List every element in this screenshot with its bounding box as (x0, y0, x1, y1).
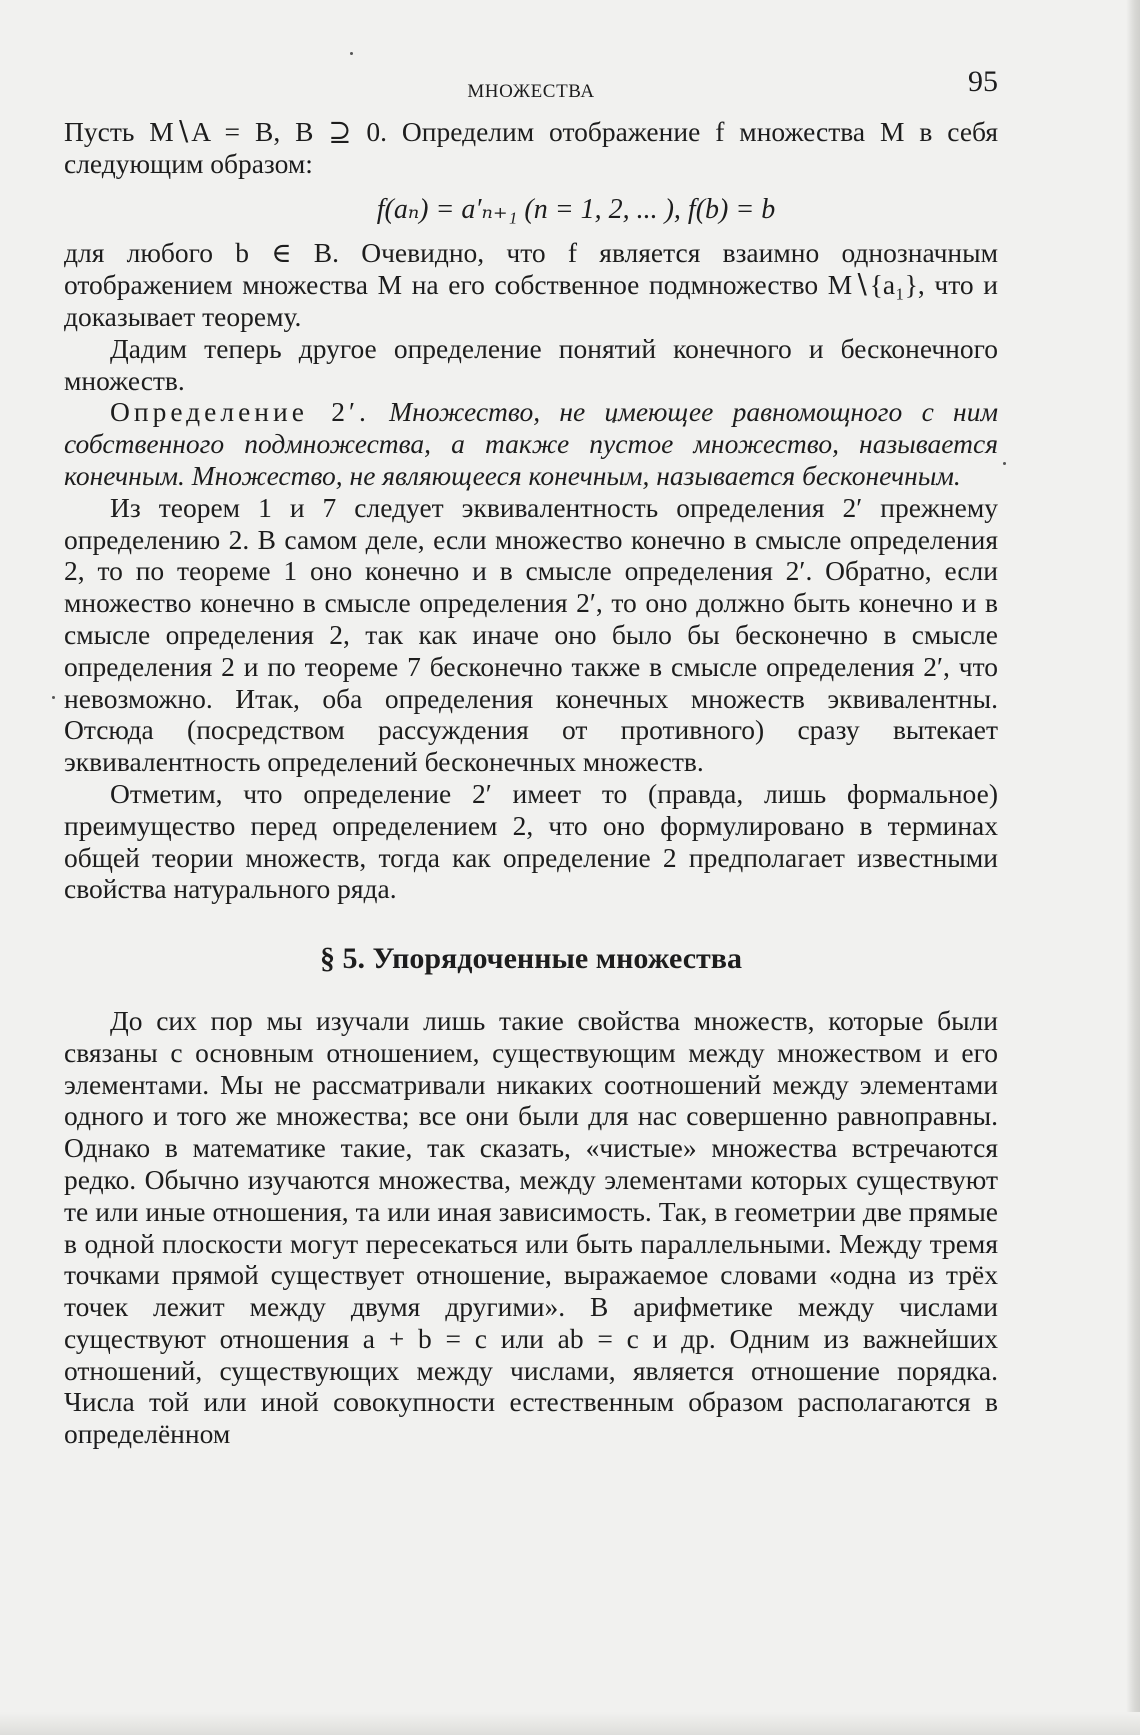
page-bottom-shadow (0, 1712, 1140, 1735)
running-head (64, 62, 998, 116)
section-heading: § 5. Упорядоченные множества (320, 942, 742, 976)
page-edge-shadow (1126, 0, 1140, 1735)
definition-text: Множество, не имеющее равномощного с ним собственного подмножества, а также пустое множество, называется конечным. Множество, не являющееся конечным, называется бесконечным. (64, 396, 999, 491)
paragraph-ordered-sets-intro: До сих пор мы изучали лишь такие свойства множеств, которые были связаны с основным отношением, существующим между множеством и его элементами. Мы не рассматривали никаких соотношений между элементами одного и того же множества; все они были для нас совершенно равноправны. Однако в математике такие, так сказать, «чистые» множества встречаются редко. Обычно изучаются множества, между элементами которых существуют те или иные отношения, та или иная зависимость. Так, в геометрии две прямые в одной плоскости могут пересекаться или быть параллельными. Между тремя точками прямой существует отношение, выражаемое словами «одна из трёх точек лежит между двумя другими». В арифметике между числами существуют отношения a + b = c или ab = c и др. Одним из важнейших отношений, существующих между числами, является отношение порядка. Числа той или иной совокупности естественным образом располагаются в определённом (64, 1004, 998, 1450)
definition-label: Определение 2′. (110, 396, 370, 428)
paragraph-proof-conclusion: для любого b ∈ B. Очевидно, что f является взаимно однозначным отображением множества M на его собственное подмножество M∖{a₁}, что и доказывает теорему. (64, 237, 998, 332)
scan-speck (350, 52, 353, 55)
scan-speck (52, 696, 55, 699)
book-page (64, 62, 998, 1450)
scan-speck (1003, 462, 1006, 465)
paragraph-equivalence: Из теорем 1 и 7 следует эквивалентность определения 2′ прежнему определению 2. В самом деле, если множество конечно в смысле определения 2, то по теореме 1 оно конечно и в смысле определения 2′. Обратно, если множество конечно в смысле определения 2′, то оно должно быть конечно и в смысле определения 2, так как иначе оно было бы бесконечно в смысле определения 2 и по теореме 7 бесконечно также в смысле определения 2′, что невозможно. Итак, оба определения конечных множеств эквивалентны. Отсюда (посредством рассуждения от противного) сразу вытекает эквивалентность определений бесконечных множеств. (64, 491, 998, 778)
page-number: 95 (968, 65, 998, 98)
paragraph-proof-construction: Пусть M∖A = B, B ⊇ 0. Определим отображение f множества M в себя следующим образом: (64, 116, 998, 179)
formula-mapping: f(aₙ) = a′ₙ₊₁ (n = 1, 2, ... ), f(b) = b (376, 193, 776, 225)
paragraph-intro-definition: Дадим теперь другое определение понятий конечного и бесконечного множеств. (64, 332, 998, 396)
paragraph-remark: Отметим, что определение 2′ имеет то (правда, лишь формальное) преимущество перед определением 2, что оно формулировано в терминах общей теории множеств, тогда как определение 2 предполагает известными свойства натурального ряда. (64, 777, 998, 905)
definition-2-prime (64, 396, 998, 491)
running-title: МНОЖЕСТВА (467, 81, 595, 102)
